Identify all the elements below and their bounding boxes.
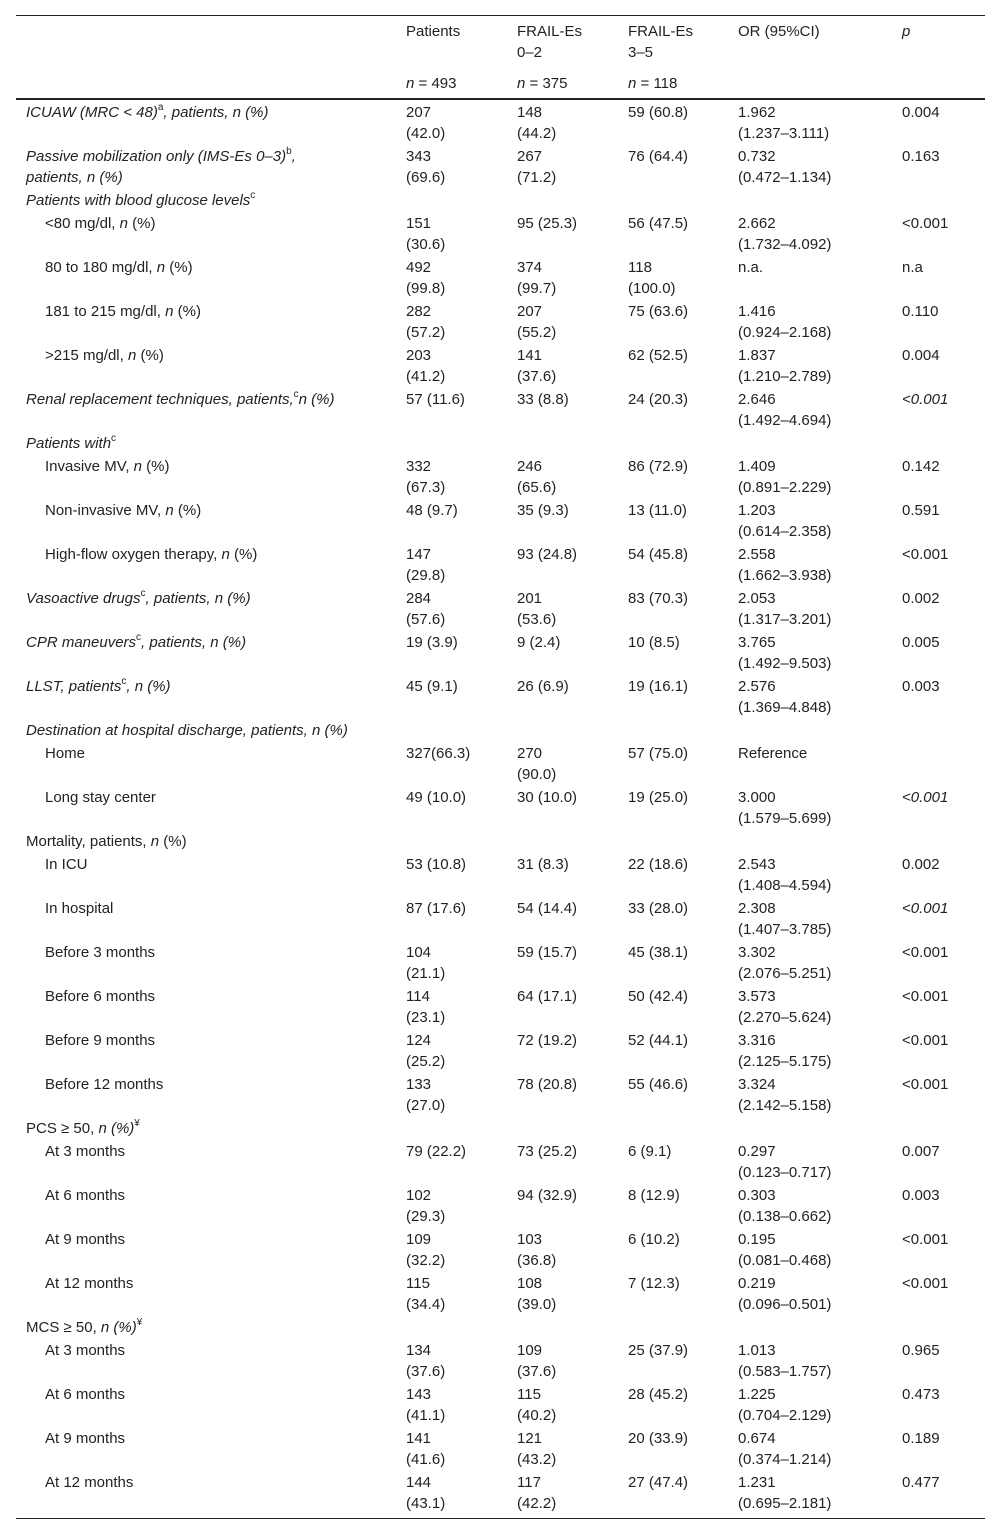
cell-frail-0-2: 59 (15.7): [517, 944, 578, 961]
row-label: 181 to 215 mg/dl, n (%): [45, 303, 201, 320]
table-row: [0, 1317, 1000, 1340]
cell-or: 2.576 (1.369–4.848): [738, 678, 832, 716]
cell-frail-3-5: 57 (75.0): [628, 745, 689, 762]
cell-or: 0.732 (0.472–1.134): [738, 148, 832, 186]
cell-frail-0-2: 117 (42.2): [517, 1474, 557, 1512]
table-row: [0, 588, 1000, 632]
table-row: [0, 787, 1000, 831]
cell-frail-0-2: 267 (71.2): [517, 148, 557, 186]
cell-frail-3-5: 10 (8.5): [628, 634, 680, 651]
cell-or: 3.765 (1.492–9.503): [738, 634, 832, 672]
cell-frail-3-5: 25 (37.9): [628, 1342, 689, 1359]
cell-p-value: 0.591: [902, 502, 940, 519]
row-label: Patients with blood glucose levels$^c$: [26, 190, 256, 209]
table-row: [0, 433, 1000, 456]
cell-frail-0-2: 109 (37.6): [517, 1342, 557, 1380]
row-label: >215 mg/dl, n (%): [45, 347, 164, 364]
row-label: Invasive MV, n (%): [45, 458, 170, 475]
cell-patients: 147 (29.8): [406, 546, 446, 584]
cell-p-value: 0.189: [902, 1430, 940, 1447]
table-row: [0, 146, 1000, 190]
cell-patients: 114 (23.1): [406, 988, 446, 1026]
cell-frail-0-2: 207 (55.2): [517, 303, 557, 341]
cell-patients: 141 (41.6): [406, 1430, 446, 1468]
row-label: At 9 months: [45, 1430, 126, 1447]
cell-p-value: 0.003: [902, 678, 940, 695]
cell-p-value: n.a: [902, 259, 923, 276]
table-row: [0, 389, 1000, 433]
cell-p-value: <0.001: [902, 1076, 949, 1093]
cell-patients: 332 (67.3): [406, 458, 446, 496]
cell-frail-3-5: 33 (28.0): [628, 900, 689, 917]
row-label: CPR maneuvers$^c$, patients, n (%): [26, 632, 247, 651]
row-label: Before 6 months: [45, 988, 156, 1005]
cell-frail-3-5: 19 (25.0): [628, 789, 689, 806]
header-n-frail-0-2: n = 375: [517, 75, 568, 92]
row-label: Home: [45, 745, 86, 762]
table-row: [0, 456, 1000, 500]
table-row: [0, 1428, 1000, 1472]
cell-or: n.a.: [738, 259, 764, 276]
cell-frail-3-5: 13 (11.0): [628, 502, 687, 519]
cell-or: 3.573 (2.270–5.624): [738, 988, 832, 1026]
row-label: At 9 months: [45, 1231, 126, 1248]
cell-patients: 143 (41.1): [406, 1386, 446, 1424]
cell-patients: 203 (41.2): [406, 347, 446, 385]
cell-frail-0-2: 35 (9.3): [517, 502, 569, 519]
cell-patients: 115 (34.4): [406, 1275, 446, 1313]
table-row: [0, 102, 1000, 146]
table-row: [0, 1472, 1000, 1516]
cell-frail-0-2: 95 (25.3): [517, 215, 578, 232]
cell-or: 1.416 (0.924–2.168): [738, 303, 832, 341]
row-label: In ICU: [45, 856, 88, 873]
cell-p-value: 0.002: [902, 590, 940, 607]
cell-frail-3-5: 76 (64.4): [628, 148, 689, 165]
table-bottom-rule: [16, 1518, 985, 1519]
table-row: [0, 500, 1000, 544]
cell-frail-3-5: 75 (63.6): [628, 303, 689, 320]
cell-or: 1.962 (1.237–3.111): [738, 104, 830, 142]
cell-frail-0-2: 121 (43.2): [517, 1430, 557, 1468]
row-label: At 6 months: [45, 1187, 126, 1204]
cell-or: 0.674 (0.374–1.214): [738, 1430, 832, 1468]
table-row: [0, 1229, 1000, 1273]
cell-p-value: 0.473: [902, 1386, 940, 1403]
cell-frail-0-2: 374 (99.7): [517, 259, 557, 297]
cell-frail-0-2: 108 (39.0): [517, 1275, 557, 1313]
row-label: Non-invasive MV, n (%): [45, 502, 202, 519]
cell-or: 3.316 (2.125–5.175): [738, 1032, 832, 1070]
cell-or: 1.231 (0.695–2.181): [738, 1474, 832, 1512]
row-label: Before 3 months: [45, 944, 156, 961]
table-row: [0, 1384, 1000, 1428]
cell-p-value: <0.001: [902, 1032, 949, 1049]
cell-frail-3-5: 27 (47.4): [628, 1474, 689, 1491]
cell-patients: 53 (10.8): [406, 856, 467, 873]
table-row: [0, 1185, 1000, 1229]
table-top-rule: [16, 15, 985, 16]
cell-p-value: <0.001: [902, 546, 949, 563]
table-row: [0, 213, 1000, 257]
cell-frail-3-5: 83 (70.3): [628, 590, 689, 607]
cell-frail-0-2: 78 (20.8): [517, 1076, 578, 1093]
row-label: MCS ≥ 50, n (%)¥: [26, 1317, 143, 1336]
cell-patients: 327(66.3): [406, 745, 471, 762]
cell-frail-3-5: 62 (52.5): [628, 347, 689, 364]
header-rule: [16, 98, 985, 100]
cell-or: 2.053 (1.317–3.201): [738, 590, 832, 628]
cell-or: 0.195 (0.081–0.468): [738, 1231, 832, 1269]
cell-frail-0-2: 141 (37.6): [517, 347, 557, 385]
cell-patients: 151 (30.6): [406, 215, 446, 253]
cell-patients: 282 (57.2): [406, 303, 446, 341]
cell-patients: 284 (57.6): [406, 590, 446, 628]
row-label: At 12 months: [45, 1474, 134, 1491]
cell-frail-3-5: 56 (47.5): [628, 215, 689, 232]
row-label: Mortality, patients, n (%): [26, 833, 187, 850]
cell-p-value: 0.163: [902, 148, 940, 165]
header-or: OR (95%CI): [738, 23, 820, 40]
cell-frail-3-5: 8 (12.9): [628, 1187, 680, 1204]
cell-or: 0.219 (0.096–0.501): [738, 1275, 832, 1313]
cell-patients: 19 (3.9): [406, 634, 458, 651]
cell-patients: 48 (9.7): [406, 502, 458, 519]
header-frail-3-5: [628, 21, 693, 63]
cell-frail-3-5: 7 (12.3): [628, 1275, 680, 1292]
cell-or: 2.662 (1.732–4.092): [738, 215, 832, 253]
table-row: [0, 1141, 1000, 1185]
cell-frail-0-2: 31 (8.3): [517, 856, 569, 873]
cell-patients: 144 (43.1): [406, 1474, 446, 1512]
row-label: In hospital: [45, 900, 114, 917]
cell-or: 0.303 (0.138–0.662): [738, 1187, 832, 1225]
row-label: LLST, patients$^c$, n (%): [26, 676, 171, 695]
cell-patients: 49 (10.0): [406, 789, 467, 806]
cell-frail-3-5: 6 (10.2): [628, 1231, 680, 1248]
table-row: [0, 1273, 1000, 1317]
cell-frail-0-2: 270 (90.0): [517, 745, 557, 783]
cell-or: 1.837 (1.210–2.789): [738, 347, 832, 385]
cell-frail-3-5: 28 (45.2): [628, 1386, 689, 1403]
row-label: Passive mobilization only (IMS-Es 0–3)$^b$, patients, n (%): [26, 146, 296, 186]
cell-frail-0-2: 26 (6.9): [517, 678, 569, 695]
cell-frail-3-5: 50 (42.4): [628, 988, 689, 1005]
table-row: [0, 190, 1000, 213]
table-row: [0, 942, 1000, 986]
table-row: [0, 743, 1000, 787]
cell-frail-0-2: 201 (53.6): [517, 590, 557, 628]
table-row: [0, 301, 1000, 345]
cell-frail-3-5: 59 (60.8): [628, 104, 689, 121]
row-label: PCS ≥ 50, n (%)¥: [26, 1118, 140, 1137]
cell-or: 0.297 (0.123–0.717): [738, 1143, 832, 1181]
header-frail-0-2-line1: FRAIL-Es: [517, 23, 583, 40]
row-label: Patients with$^c$: [26, 433, 117, 452]
header-n-frail-3-5: n = 118: [628, 75, 678, 92]
cell-patients: 45 (9.1): [406, 678, 458, 695]
cell-frail-0-2: 103 (36.8): [517, 1231, 557, 1269]
cell-or: 2.558 (1.662–3.938): [738, 546, 832, 584]
header-p: p: [902, 23, 911, 40]
cell-frail-3-5: 24 (20.3): [628, 391, 689, 408]
cell-patients: 102 (29.3): [406, 1187, 446, 1225]
header-frail-3-5-line1: FRAIL-Es: [628, 23, 694, 40]
table-row: [0, 720, 1000, 743]
cell-frail-0-2: 73 (25.2): [517, 1143, 578, 1160]
table-row: [0, 1074, 1000, 1118]
cell-frail-0-2: 72 (19.2): [517, 1032, 578, 1049]
row-label: Renal replacement techniques, patients,$^c$n (%): [26, 389, 335, 408]
header-frail-0-2: [517, 21, 582, 63]
row-label: High-flow oxygen therapy, n (%): [45, 546, 258, 563]
table-row: [0, 1118, 1000, 1141]
cell-patients: 207 (42.0): [406, 104, 446, 142]
cell-p-value: <0.001: [902, 1275, 949, 1292]
cell-p-value: <0.001: [902, 900, 949, 917]
table-row: [0, 676, 1000, 720]
cell-patients: 134 (37.6): [406, 1342, 446, 1380]
cell-or: 3.000 (1.579–5.699): [738, 789, 832, 827]
cell-frail-0-2: 94 (32.9): [517, 1187, 578, 1204]
cell-frail-0-2: 115 (40.2): [517, 1386, 557, 1424]
cell-p-value: 0.003: [902, 1187, 940, 1204]
row-label: 80 to 180 mg/dl, n (%): [45, 259, 193, 276]
table-row: [0, 986, 1000, 1030]
row-label: Before 9 months: [45, 1032, 156, 1049]
cell-p-value: 0.965: [902, 1342, 940, 1359]
table-row: [0, 854, 1000, 898]
cell-p-value: <0.001: [902, 944, 949, 961]
cell-frail-3-5: 118 (100.0): [628, 259, 676, 297]
cell-or: 1.203 (0.614–2.358): [738, 502, 832, 540]
cell-patients: 109 (32.2): [406, 1231, 446, 1269]
table-row: [0, 831, 1000, 854]
cell-patients: 57 (11.6): [406, 391, 465, 408]
row-label: Vasoactive drugs$^c$, patients, n (%): [26, 588, 251, 607]
cell-p-value: <0.001: [902, 789, 949, 806]
cell-frail-3-5: 45 (38.1): [628, 944, 689, 961]
cell-or: 2.646 (1.492–4.694): [738, 391, 832, 429]
row-label: At 12 months: [45, 1275, 134, 1292]
cell-frail-0-2: 9 (2.4): [517, 634, 561, 651]
table-row: [0, 1030, 1000, 1074]
cell-patients: 104 (21.1): [406, 944, 446, 982]
cell-or: 3.324 (2.142–5.158): [738, 1076, 832, 1114]
table-row: [0, 1340, 1000, 1384]
cell-p-value: <0.001: [902, 215, 949, 232]
cell-frail-0-2: 33 (8.8): [517, 391, 569, 408]
header-n-patients: n = 493: [406, 75, 457, 92]
cell-p-value: 0.477: [902, 1474, 940, 1491]
cell-patients: 343 (69.6): [406, 148, 446, 186]
cell-or: Reference: [738, 745, 808, 762]
cell-frail-3-5: 55 (46.6): [628, 1076, 689, 1093]
row-label: At 3 months: [45, 1143, 126, 1160]
cell-or: 1.409 (0.891–2.229): [738, 458, 832, 496]
row-label: At 3 months: [45, 1342, 126, 1359]
row-label: <80 mg/dl, n (%): [45, 215, 156, 232]
cell-or: 3.302 (2.076–5.251): [738, 944, 832, 982]
table-row: [0, 632, 1000, 676]
cell-p-value: 0.142: [902, 458, 940, 475]
table-row: [0, 544, 1000, 588]
cell-frail-3-5: 6 (9.1): [628, 1143, 672, 1160]
cell-frail-3-5: 19 (16.1): [628, 678, 689, 695]
cell-frail-0-2: 54 (14.4): [517, 900, 578, 917]
cell-p-value: <0.001: [902, 988, 949, 1005]
cell-p-value: 0.004: [902, 104, 940, 121]
cell-frail-3-5: 52 (44.1): [628, 1032, 689, 1049]
cell-frail-0-2: 148 (44.2): [517, 104, 557, 142]
header-patients: Patients: [406, 23, 461, 40]
cell-or: 1.013 (0.583–1.757): [738, 1342, 832, 1380]
cell-patients: 87 (17.6): [406, 900, 467, 917]
cell-frail-3-5: 54 (45.8): [628, 546, 689, 563]
cell-frail-0-2: 30 (10.0): [517, 789, 578, 806]
row-label: ICUAW (MRC < 48)$^a$, patients, n (%): [26, 102, 269, 121]
header-frail-0-2-line2: 0–2: [517, 44, 543, 61]
cell-p-value: 0.110: [902, 303, 939, 320]
row-label: Destination at hospital discharge, patients, n (%): [26, 722, 348, 739]
cell-p-value: 0.005: [902, 634, 940, 651]
cell-or: 2.543 (1.408–4.594): [738, 856, 832, 894]
cell-frail-0-2: 64 (17.1): [517, 988, 578, 1005]
cell-frail-0-2: 93 (24.8): [517, 546, 578, 563]
header-frail-3-5-line2: 3–5: [628, 44, 654, 61]
cell-p-value: 0.002: [902, 856, 940, 873]
row-label: Before 12 months: [45, 1076, 164, 1093]
cell-p-value: <0.001: [902, 1231, 949, 1248]
cell-patients: 124 (25.2): [406, 1032, 446, 1070]
cell-p-value: 0.007: [902, 1143, 940, 1160]
cell-p-value: <0.001: [902, 391, 949, 408]
row-label: At 6 months: [45, 1386, 126, 1403]
row-label: Long stay center: [45, 789, 156, 806]
cell-patients: 492 (99.8): [406, 259, 446, 297]
table-row: [0, 345, 1000, 389]
cell-or: 1.225 (0.704–2.129): [738, 1386, 832, 1424]
cell-p-value: 0.004: [902, 347, 940, 364]
table-row: [0, 898, 1000, 942]
table-row: [0, 257, 1000, 301]
cell-frail-0-2: 246 (65.6): [517, 458, 557, 496]
cell-patients: 79 (22.2): [406, 1143, 467, 1160]
cell-frail-3-5: 86 (72.9): [628, 458, 689, 475]
cell-frail-3-5: 22 (18.6): [628, 856, 689, 873]
cell-or: 2.308 (1.407–3.785): [738, 900, 832, 938]
cell-frail-3-5: 20 (33.9): [628, 1430, 689, 1447]
cell-patients: 133 (27.0): [406, 1076, 446, 1114]
